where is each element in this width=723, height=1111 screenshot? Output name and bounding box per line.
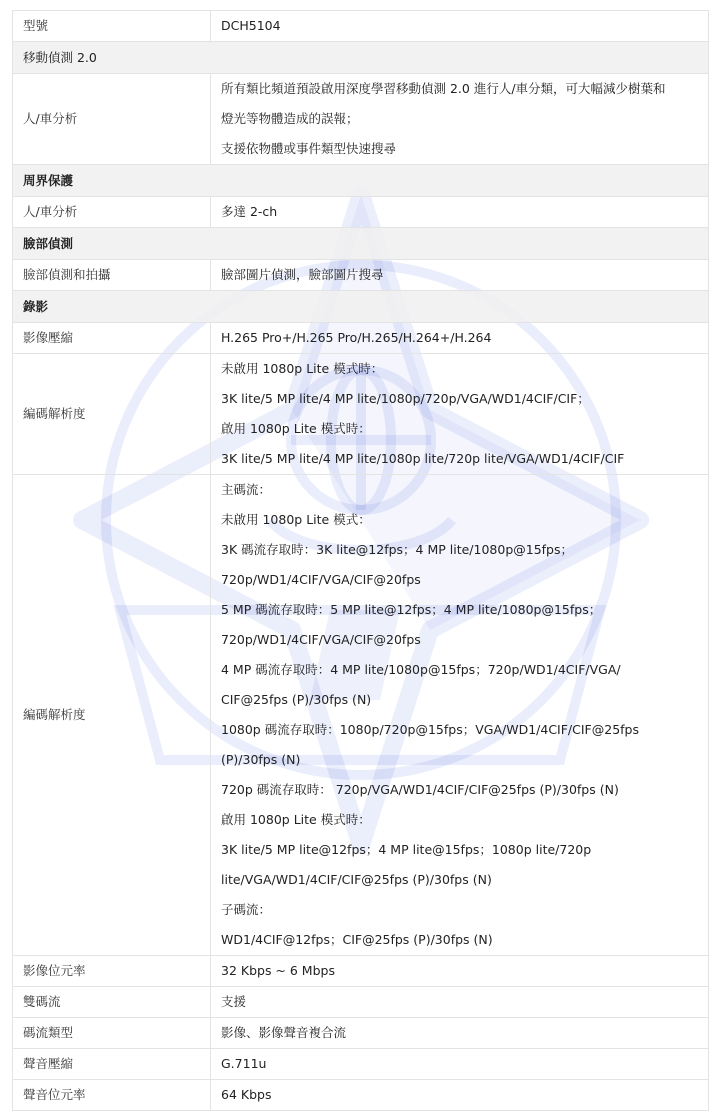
section-title: 臉部偵測	[13, 228, 709, 260]
spec-value-line: 720p/WD1/4CIF/VGA/CIF@20fps	[221, 572, 421, 587]
spec-value-line: CIF@25fps (P)/30fps (N)	[221, 692, 372, 707]
spec-value-line: 燈光等物體造成的誤報；	[221, 111, 359, 126]
spec-value	[211, 197, 709, 228]
spec-value-line: 4 MP 碼流存取時：4 MP lite/1080p@15fps；720p/WD1/4CIF/VGA/	[221, 662, 621, 677]
spec-row	[13, 260, 709, 291]
spec-row	[13, 11, 709, 42]
spec-value-line: 5 MP 碼流存取時：5 MP lite@12fps；4 MP lite/1080p@15fps；	[221, 602, 602, 617]
spec-value-line: 影像、影像聲音複合流	[221, 1025, 347, 1040]
spec-value-line: 32 Kbps ~ 6 Mbps	[221, 963, 335, 978]
spec-value-line: 720p/WD1/4CIF/VGA/CIF@20fps	[221, 632, 421, 647]
spec-value	[211, 74, 709, 165]
spec-value-line: 1080p 碼流存取時：1080p/720p@15fps；VGA/WD1/4CIF/CIF@25fps	[221, 722, 639, 737]
spec-label: 聲音位元率	[13, 1080, 211, 1111]
spec-label: 聲音壓縮	[13, 1049, 211, 1080]
spec-value-line: 支援	[221, 994, 247, 1009]
spec-row	[13, 197, 709, 228]
spec-value-line: 主碼流：	[221, 482, 272, 497]
spec-row	[13, 956, 709, 987]
spec-label: 雙碼流	[13, 987, 211, 1018]
spec-row	[13, 323, 709, 354]
section-header-row	[13, 42, 709, 74]
spec-value-line: (P)/30fps (N)	[221, 752, 301, 767]
spec-value-line: G.711u	[221, 1056, 267, 1071]
spec-value-line: WD1/4CIF@12fps；CIF@25fps (P)/30fps (N)	[221, 932, 493, 947]
spec-value	[211, 11, 709, 42]
spec-value	[211, 323, 709, 354]
spec-label: 人/車分析	[13, 74, 211, 165]
spec-value	[211, 260, 709, 291]
spec-value-line: 未啟用 1080p Lite 模式時：	[221, 361, 384, 376]
spec-value	[211, 1049, 709, 1080]
spec-value-line: 3K 碼流存取時：3K lite@12fps；4 MP lite/1080p@15fps；	[221, 542, 574, 557]
section-title: 周界保護	[13, 165, 709, 197]
spec-row	[13, 1080, 709, 1111]
spec-row	[13, 74, 709, 165]
spec-value-line: lite/VGA/WD1/4CIF/CIF@25fps (P)/30fps (N)	[221, 872, 492, 887]
spec-label: 臉部偵測和拍攝	[13, 260, 211, 291]
spec-value-line: 啟用 1080p Lite 模式時：	[221, 421, 371, 436]
spec-row	[13, 354, 709, 475]
spec-value-line: 臉部圖片偵測，臉部圖片搜尋	[221, 267, 384, 282]
spec-row	[13, 1018, 709, 1049]
spec-value	[211, 956, 709, 987]
spec-value	[211, 1018, 709, 1049]
spec-value-line: 3K lite/5 MP lite@12fps；4 MP lite@15fps；1080p lite/720p	[221, 842, 592, 857]
spec-value	[211, 1080, 709, 1111]
spec-table	[12, 10, 709, 1111]
spec-label: 編碼解析度	[13, 354, 211, 475]
spec-value-line: H.265 Pro+/H.265 Pro/H.265/H.264+/H.264	[221, 330, 492, 345]
spec-value-line: 啟用 1080p Lite 模式時：	[221, 812, 371, 827]
spec-value-line: 多達 2-ch	[221, 204, 278, 219]
spec-value-line: 64 Kbps	[221, 1087, 272, 1102]
spec-value-line: 720p 碼流存取時： 720p/VGA/WD1/4CIF/CIF@25fps (P)/30fps (N)	[221, 782, 619, 797]
section-header-row	[13, 228, 709, 260]
spec-value-line: 3K lite/5 MP lite/4 MP lite/1080p/720p/VGA/WD1/4CIF/CIF；	[221, 391, 590, 406]
spec-row	[13, 987, 709, 1018]
spec-value-line: DCH5104	[221, 18, 281, 33]
spec-value-line: 所有類比頻道預設啟用深度學習移動偵測 2.0 進行人/車分類，可大幅減少樹葉和	[221, 81, 666, 96]
spec-label: 碼流類型	[13, 1018, 211, 1049]
spec-label: 型號	[13, 11, 211, 42]
section-header-row	[13, 165, 709, 197]
spec-label: 人/車分析	[13, 197, 211, 228]
spec-label: 影像壓縮	[13, 323, 211, 354]
spec-value	[211, 354, 709, 475]
spec-label: 影像位元率	[13, 956, 211, 987]
section-title: 錄影	[13, 291, 709, 323]
spec-value-line: 3K lite/5 MP lite/4 MP lite/1080p lite/720p lite/VGA/WD1/4CIF/CIF	[221, 451, 625, 466]
spec-value-line: 子碼流：	[221, 902, 272, 917]
spec-table-body	[13, 11, 709, 1111]
spec-row	[13, 475, 709, 956]
spec-value	[211, 987, 709, 1018]
section-header-row	[13, 291, 709, 323]
spec-row	[13, 1049, 709, 1080]
section-title: 移動偵測 2.0	[13, 42, 709, 74]
spec-value-line: 未啟用 1080p Lite 模式：	[221, 512, 371, 527]
spec-label: 編碼解析度	[13, 475, 211, 956]
spec-value-line: 支援依物體或事件類型快速搜尋	[221, 141, 397, 156]
spec-value	[211, 475, 709, 956]
